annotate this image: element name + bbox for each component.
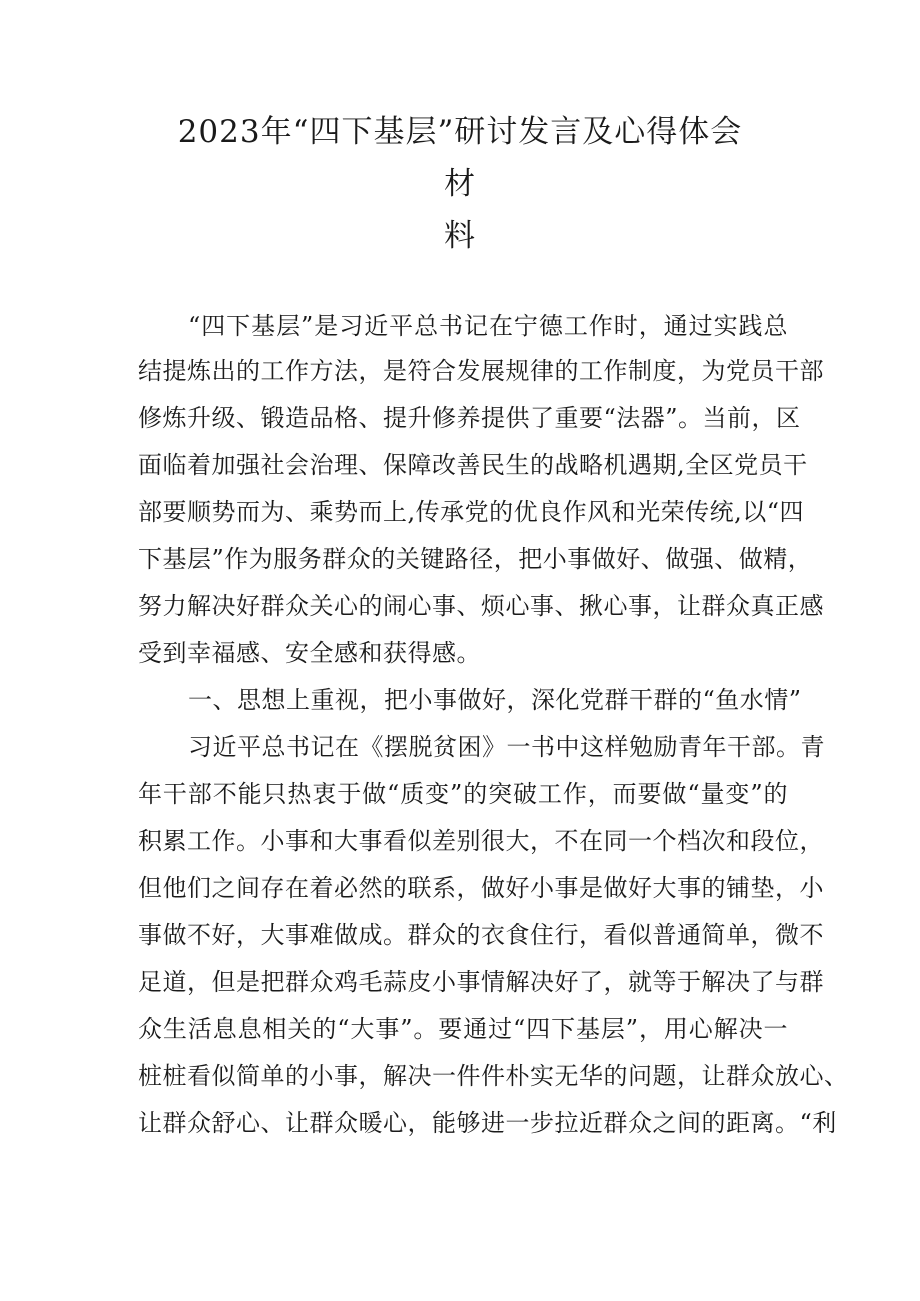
paragraph-line: 积累工作。小事和大事看似差别很大，不在同一个档次和段位，	[138, 827, 824, 855]
document-title-line-1: 2023年“四下基层”研讨发言及心得体会	[177, 114, 743, 150]
paragraph-line: 年干部不能只热衷于做“质变”的突破工作，而要做“量变”的	[138, 780, 788, 808]
paragraph-line: “四下基层”是习近平总书记在宁德工作时，通过实践总	[188, 312, 788, 340]
paragraph-line: 桩桩看似简单的小事，解决一件件朴实无华的问题，让群众放心、	[138, 1062, 849, 1090]
document-title-line-2: 材	[444, 166, 476, 202]
paragraph-line: 结提炼出的工作方法，是符合发展规律的工作制度，为党员干部	[138, 357, 824, 385]
paragraph-line: 下基层”作为服务群众的关键路径，把小事做好、做强、做精，	[138, 545, 813, 573]
paragraph-line: 面临着加强社会治理、保障改善民生的战略机遇期,全区党员干	[138, 451, 808, 479]
paragraph-line: 修炼升级、锻造品格、提升修养提供了重要“法器”。当前，区	[138, 404, 801, 432]
paragraph-line: 事做不好，大事难做成。群众的衣食住行，看似普通简单，微不	[138, 921, 824, 949]
paragraph-line: 受到幸福感、安全感和获得感。	[138, 639, 481, 667]
paragraph-line: 习近平总书记在《摆脱贫困》一书中这样勉励青年干部。青	[188, 733, 825, 761]
paragraph-line: 让群众舒心、让群众暖心，能够进一步拉近群众之间的距离。“利	[138, 1109, 837, 1137]
section-heading: 一、思想上重视，把小事做好，深化党群干群的“鱼水情”	[188, 686, 802, 714]
paragraph-line: 部要顺势而为、乘势而上,传承党的优良作风和光荣传统,以“四	[138, 498, 805, 526]
paragraph-line: 但他们之间存在着必然的联系，做好小事是做好大事的铺垫，小	[138, 874, 824, 902]
paragraph-line: 足道，但是把群众鸡毛蒜皮小事情解决好了，就等于解决了与群	[138, 968, 824, 996]
paragraph-line: 众生活息息相关的“大事”。要通过“四下基层”，用心解决一	[138, 1015, 788, 1043]
document-title-line-3: 料	[444, 218, 476, 254]
paragraph-line: 努力解决好群众关心的闹心事、烦心事、揪心事，让群众真正感	[138, 592, 824, 620]
